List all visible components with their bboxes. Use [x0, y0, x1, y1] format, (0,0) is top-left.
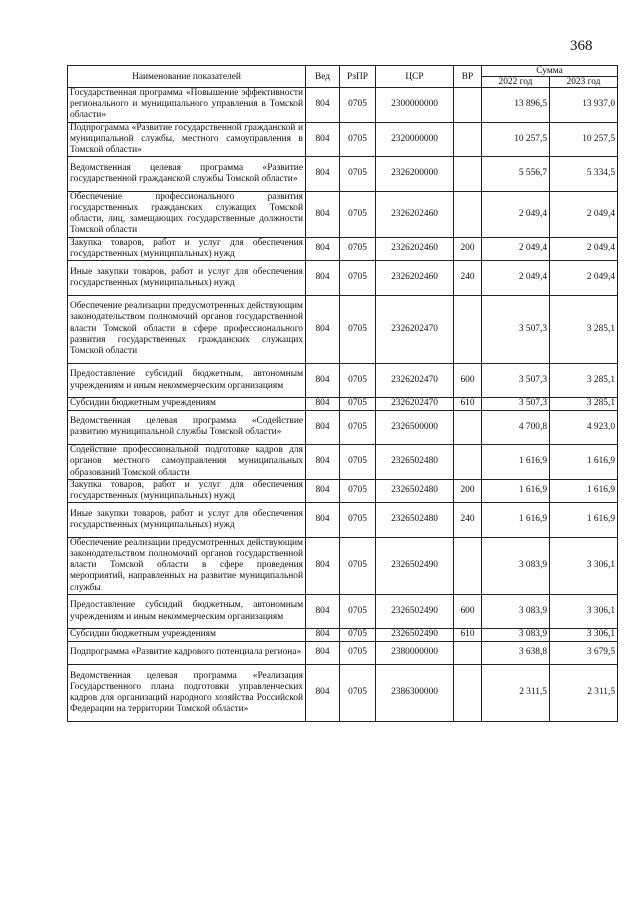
row-name: Ведомственная целевая программа «Развитие государственной гражданской службы Томской области» — [68, 157, 306, 192]
row-sum-2023: 3 285,1 — [550, 398, 618, 410]
table-row — [68, 295, 618, 363]
row-vr: 200 — [454, 237, 482, 260]
table-row — [68, 537, 618, 594]
row-ved: 804 — [306, 261, 340, 296]
row-sum-2022: 2 049,4 — [482, 237, 550, 260]
row-csr: 2326202470 — [376, 363, 454, 398]
row-sum-2023: 3 285,1 — [550, 295, 618, 363]
row-ved: 804 — [306, 363, 340, 398]
row-sum-2022: 3 507,3 — [482, 295, 550, 363]
row-sum-2023: 13 937,0 — [550, 88, 618, 123]
header-2023: 2023 год — [550, 77, 618, 88]
row-vr: 610 — [454, 398, 482, 410]
row-csr: 2326502490 — [376, 594, 454, 629]
table-body — [68, 88, 618, 722]
row-sum-2023: 3 306,1 — [550, 537, 618, 594]
table-row — [68, 594, 618, 629]
row-rzpr: 0705 — [340, 88, 376, 123]
row-rzpr: 0705 — [340, 629, 376, 641]
row-vr — [454, 191, 482, 237]
row-rzpr: 0705 — [340, 503, 376, 538]
row-ved: 804 — [306, 594, 340, 629]
row-name: Ведомственная целевая программа «Реализация Государственного плана подготовки управленческих кадров для организаций народного хозяйства Российской Федерации на территории Томской области» — [68, 665, 306, 722]
row-sum-2022: 3 083,9 — [482, 594, 550, 629]
table-row — [68, 629, 618, 641]
row-csr: 2300000000 — [376, 88, 454, 123]
row-name: Подпрограмма «Развитие кадрового потенциала региона» — [68, 641, 306, 664]
header-name: Наименование показателей — [68, 66, 306, 88]
row-ved: 804 — [306, 237, 340, 260]
row-sum-2022: 2 049,4 — [482, 261, 550, 296]
row-rzpr: 0705 — [340, 237, 376, 260]
header-sum: Сумма — [482, 66, 618, 77]
row-rzpr: 0705 — [340, 641, 376, 664]
page-number: 368 — [570, 38, 593, 54]
row-ved: 804 — [306, 665, 340, 722]
row-csr: 2326202470 — [376, 398, 454, 410]
row-name: Содействие профессиональной подготовке кадров для органов местного самоуправления муниципальных образований Томской области — [68, 445, 306, 480]
row-rzpr: 0705 — [340, 261, 376, 296]
row-sum-2023: 3 306,1 — [550, 594, 618, 629]
row-sum-2022: 2 049,4 — [482, 191, 550, 237]
row-sum-2023: 4 923,0 — [550, 410, 618, 445]
row-sum-2022: 10 257,5 — [482, 122, 550, 157]
row-name: Субсидии бюджетным учреждениям — [68, 398, 306, 410]
row-csr: 2326202470 — [376, 295, 454, 363]
row-name: Ведомственная целевая программа «Содействие развитию муниципальной службы Томской области» — [68, 410, 306, 445]
row-csr: 2386300000 — [376, 665, 454, 722]
row-rzpr: 0705 — [340, 479, 376, 502]
row-csr: 2326502480 — [376, 503, 454, 538]
row-rzpr: 0705 — [340, 157, 376, 192]
row-sum-2022: 3 507,3 — [482, 398, 550, 410]
row-ved: 804 — [306, 191, 340, 237]
row-sum-2023: 2 049,4 — [550, 237, 618, 260]
row-name: Субсидии бюджетным учреждениям — [68, 629, 306, 641]
row-vr — [454, 445, 482, 480]
row-csr: 2326502480 — [376, 445, 454, 480]
row-vr — [454, 537, 482, 594]
row-sum-2023: 1 616,9 — [550, 479, 618, 502]
row-name: Подпрограмма «Развитие государственной гражданской и муниципальной службы, местного самоуправления в Томской области» — [68, 122, 306, 157]
row-vr — [454, 157, 482, 192]
table-row — [68, 261, 618, 296]
table-row — [68, 641, 618, 664]
row-name: Предоставление субсидий бюджетным, автономным учреждениям и иным некоммерческим организациям — [68, 594, 306, 629]
row-ved: 804 — [306, 88, 340, 123]
table-row — [68, 665, 618, 722]
header-ved: Вед — [306, 66, 340, 88]
table-row — [68, 479, 618, 502]
row-rzpr: 0705 — [340, 665, 376, 722]
row-vr: 610 — [454, 629, 482, 641]
row-sum-2022: 1 616,9 — [482, 503, 550, 538]
row-ved: 804 — [306, 503, 340, 538]
row-sum-2022: 3 507,3 — [482, 363, 550, 398]
row-name: Иные закупки товаров, работ и услуг для обеспечения государственных (муниципальных) нужд — [68, 503, 306, 538]
header-2022: 2022 год — [482, 77, 550, 88]
row-name: Предоставление субсидий бюджетным, автономным учреждениям и иным некоммерческим организациям — [68, 363, 306, 398]
row-sum-2023: 2 311,5 — [550, 665, 618, 722]
row-rzpr: 0705 — [340, 445, 376, 480]
row-sum-2022: 1 616,9 — [482, 445, 550, 480]
row-sum-2022: 3 083,9 — [482, 537, 550, 594]
row-rzpr: 0705 — [340, 122, 376, 157]
row-vr: 240 — [454, 261, 482, 296]
row-sum-2023: 2 049,4 — [550, 191, 618, 237]
row-sum-2023: 1 616,9 — [550, 503, 618, 538]
row-vr — [454, 295, 482, 363]
row-ved: 804 — [306, 398, 340, 410]
row-sum-2022: 5 556,7 — [482, 157, 550, 192]
header-row — [68, 66, 618, 77]
row-ved: 804 — [306, 122, 340, 157]
row-rzpr: 0705 — [340, 410, 376, 445]
row-sum-2023: 10 257,5 — [550, 122, 618, 157]
row-csr: 2326502490 — [376, 629, 454, 641]
row-rzpr: 0705 — [340, 191, 376, 237]
row-vr: 200 — [454, 479, 482, 502]
row-rzpr: 0705 — [340, 537, 376, 594]
row-name: Обеспечение профессионального развития государственных гражданских служащих Томской области, лиц, замещающих государственные должности Томской области — [68, 191, 306, 237]
row-ved: 804 — [306, 157, 340, 192]
row-name: Обеспечение реализации предусмотренных действующим законодательством полномочий органов государственной власти Томской области в сфере проведения мероприятий, направленных на развитие муниципальной службы — [68, 537, 306, 594]
row-ved: 804 — [306, 537, 340, 594]
row-vr: 600 — [454, 594, 482, 629]
row-ved: 804 — [306, 445, 340, 480]
row-rzpr: 0705 — [340, 398, 376, 410]
row-vr: 600 — [454, 363, 482, 398]
budget-table — [67, 65, 618, 722]
row-csr: 2326500000 — [376, 410, 454, 445]
row-sum-2023: 3 679,5 — [550, 641, 618, 664]
table-row — [68, 237, 618, 260]
table-row — [68, 410, 618, 445]
row-name: Государственная программа «Повышение эффективности регионального и муниципального управления в Томской области» — [68, 88, 306, 123]
row-csr: 2326502480 — [376, 479, 454, 502]
row-ved: 804 — [306, 629, 340, 641]
row-sum-2023: 3 306,1 — [550, 629, 618, 641]
row-ved: 804 — [306, 641, 340, 664]
row-sum-2022: 2 311,5 — [482, 665, 550, 722]
row-sum-2022: 13 896,5 — [482, 88, 550, 123]
row-csr: 2326200000 — [376, 157, 454, 192]
row-sum-2022: 3 083,9 — [482, 629, 550, 641]
header-vr: ВР — [454, 66, 482, 88]
row-sum-2023: 2 049,4 — [550, 261, 618, 296]
table-row — [68, 88, 618, 123]
row-vr — [454, 410, 482, 445]
row-sum-2023: 1 616,9 — [550, 445, 618, 480]
table-row — [68, 445, 618, 480]
table-row — [68, 157, 618, 192]
header-csr: ЦСР — [376, 66, 454, 88]
header-rzpr: РзПР — [340, 66, 376, 88]
row-name: Иные закупки товаров, работ и услуг для обеспечения государственных (муниципальных) нужд — [68, 261, 306, 296]
row-ved: 804 — [306, 295, 340, 363]
row-vr — [454, 665, 482, 722]
row-csr: 2326202460 — [376, 261, 454, 296]
row-sum-2022: 1 616,9 — [482, 479, 550, 502]
table-row — [68, 191, 618, 237]
table-row — [68, 122, 618, 157]
row-rzpr: 0705 — [340, 295, 376, 363]
row-csr: 2326202460 — [376, 191, 454, 237]
row-sum-2023: 5 334,5 — [550, 157, 618, 192]
row-vr — [454, 88, 482, 123]
row-ved: 804 — [306, 479, 340, 502]
row-csr: 2320000000 — [376, 122, 454, 157]
row-name: Закупка товаров, работ и услуг для обеспечения государственных (муниципальных) нужд — [68, 479, 306, 502]
table-row — [68, 363, 618, 398]
row-vr: 240 — [454, 503, 482, 538]
row-name: Обеспечение реализации предусмотренных действующим законодательством полномочий органов государственной власти Томской области в сфере профессионального развития государственных гражданских служащих Томской области — [68, 295, 306, 363]
row-sum-2023: 3 285,1 — [550, 363, 618, 398]
row-sum-2022: 3 638,8 — [482, 641, 550, 664]
row-name: Закупка товаров, работ и услуг для обеспечения государственных (муниципальных) нужд — [68, 237, 306, 260]
row-csr: 2326202460 — [376, 237, 454, 260]
table-row — [68, 398, 618, 410]
table-row — [68, 503, 618, 538]
row-vr — [454, 122, 482, 157]
row-csr: 2380000000 — [376, 641, 454, 664]
row-vr — [454, 641, 482, 664]
row-ved: 804 — [306, 410, 340, 445]
row-rzpr: 0705 — [340, 363, 376, 398]
row-rzpr: 0705 — [340, 594, 376, 629]
row-csr: 2326502490 — [376, 537, 454, 594]
row-sum-2022: 4 700,8 — [482, 410, 550, 445]
